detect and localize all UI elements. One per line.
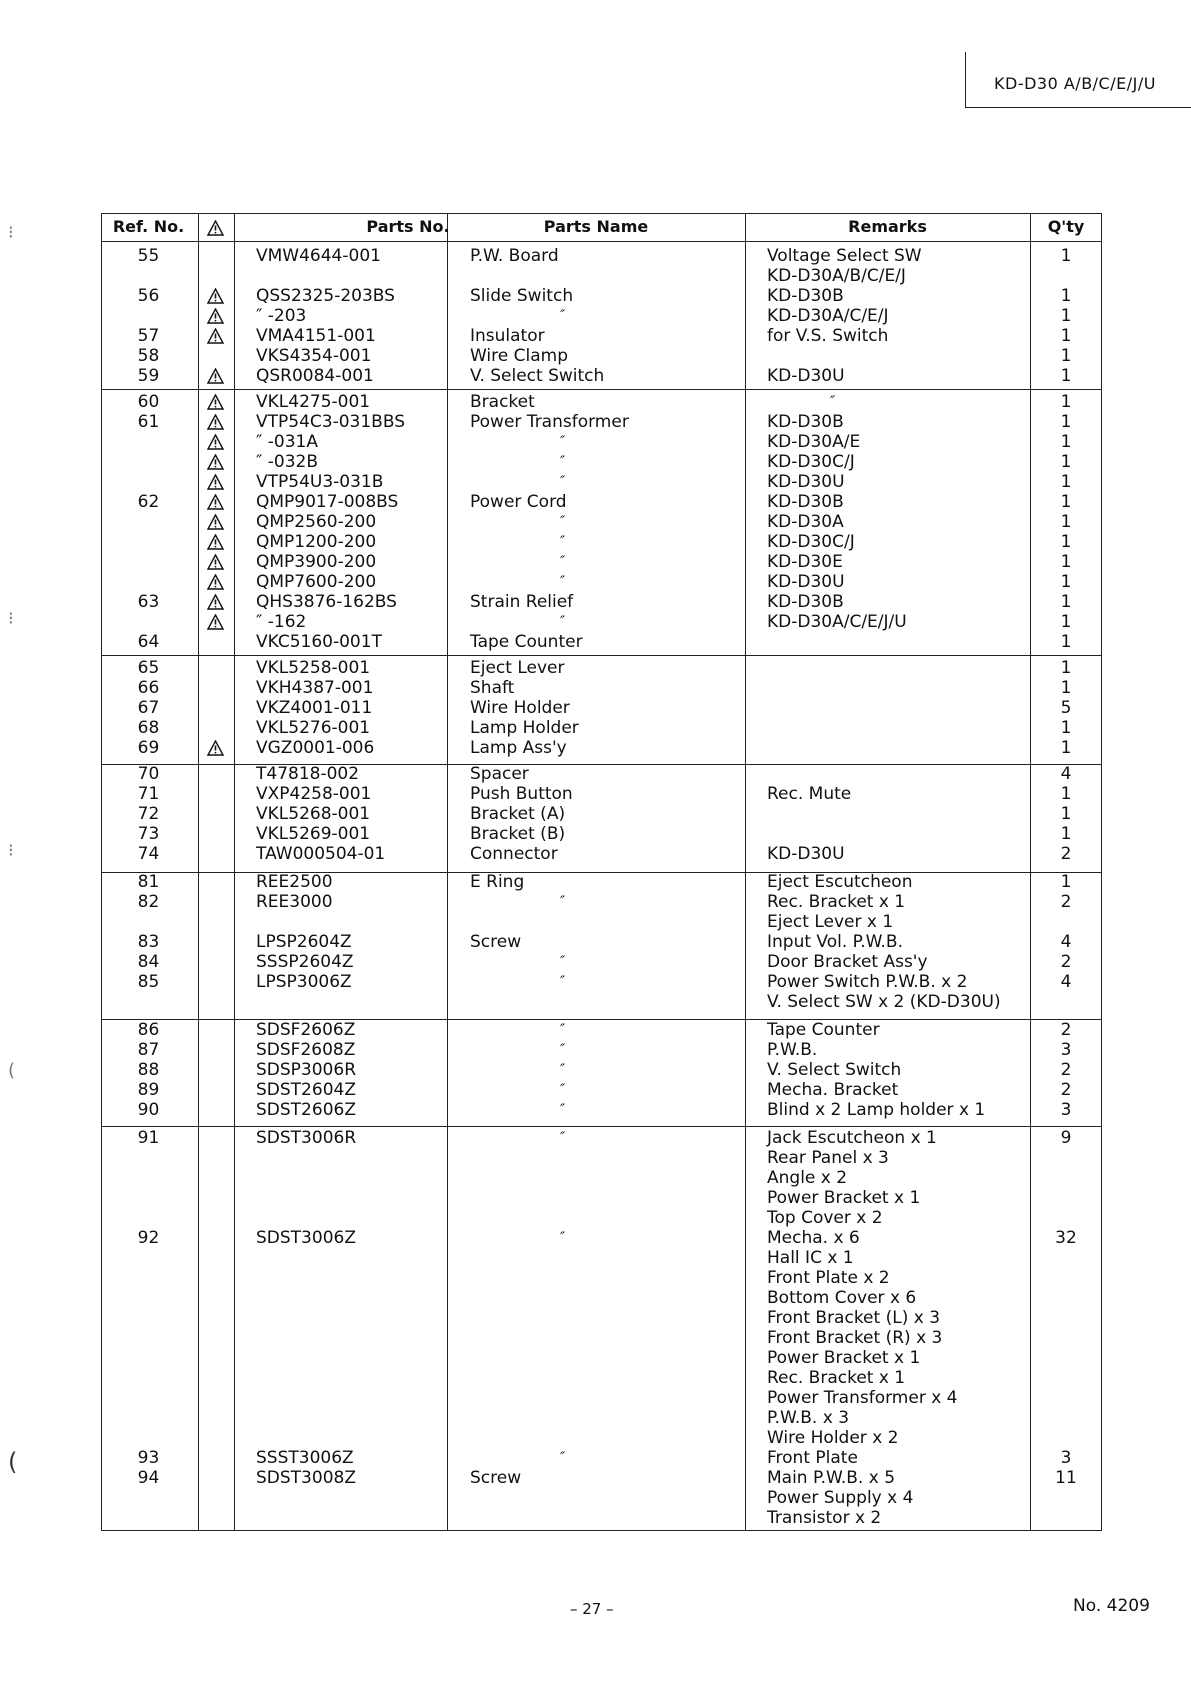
ref-no-cell: 60 xyxy=(137,392,160,412)
ref-no-cell: 61 xyxy=(137,412,160,432)
part-number-cell: SDST2606Z xyxy=(256,1100,356,1120)
remarks-cell: Transistor x 2 xyxy=(767,1508,882,1528)
part-number-cell: REE2500 xyxy=(256,872,333,892)
part-number-cell: QMP9017-008BS xyxy=(256,492,399,512)
qty-cell: 2 xyxy=(1060,1020,1072,1040)
part-name-cell: Wire Clamp xyxy=(470,346,568,366)
header-remarks: Remarks xyxy=(848,217,927,236)
part-number-cell: SDST3006Z xyxy=(256,1228,356,1248)
part-number-cell: ″ -203 xyxy=(256,306,307,326)
remarks-cell: KD-D30A/B/C/E/J xyxy=(767,266,906,286)
qty-cell: 1 xyxy=(1060,412,1072,432)
part-name-cell: Connector xyxy=(470,844,558,864)
group-divider xyxy=(101,1019,1102,1020)
part-number-cell: VKS4354-001 xyxy=(256,346,372,366)
ref-no-cell: 91 xyxy=(137,1128,160,1148)
qty-cell: 1 xyxy=(1060,286,1072,306)
part-number-cell: SSST3006Z xyxy=(256,1448,354,1468)
part-name-cell: ″ xyxy=(560,1042,566,1058)
qty-cell: 1 xyxy=(1060,738,1072,758)
part-name-cell: V. Select Switch xyxy=(470,366,605,386)
group-divider xyxy=(101,655,1102,656)
ref-no-cell: 65 xyxy=(137,658,160,678)
part-number-cell: LPSP3006Z xyxy=(256,972,352,992)
part-name-cell: Tape Counter xyxy=(470,632,583,652)
safety-warning-icon xyxy=(198,394,232,415)
part-name-cell: Bracket (B) xyxy=(470,824,566,844)
part-name-cell: Bracket (A) xyxy=(470,804,566,824)
part-name-cell: Lamp Ass'y xyxy=(470,738,567,758)
remarks-cell: Rec. Mute xyxy=(767,784,852,804)
part-number-cell: ″ -032B xyxy=(256,452,318,472)
part-name-cell: ″ xyxy=(560,974,566,990)
qty-cell: 2 xyxy=(1060,1060,1072,1080)
margin-mark: ⁝ xyxy=(8,608,14,629)
remarks-cell: Hall IC x 1 xyxy=(767,1248,854,1268)
safety-warning-icon xyxy=(198,494,232,515)
document-number: No. 4209 xyxy=(1073,1596,1150,1616)
part-number-cell: VTP54U3-031B xyxy=(256,472,384,492)
ref-no-cell: 81 xyxy=(137,872,160,892)
ref-no-cell: 93 xyxy=(137,1448,160,1468)
margin-mark: ⁝ xyxy=(8,840,14,861)
remarks-cell: Door Bracket Ass'y xyxy=(767,952,928,972)
part-number-cell: T47818-002 xyxy=(256,764,360,784)
part-number-cell: VGZ0001-006 xyxy=(256,738,375,758)
ref-no-cell: 74 xyxy=(137,844,160,864)
header-parts-name: Parts Name xyxy=(543,217,649,236)
qty-cell: 1 xyxy=(1060,366,1072,386)
qty-cell: 1 xyxy=(1060,472,1072,492)
part-name-cell: Push Button xyxy=(470,784,573,804)
remarks-cell: KD-D30A/E xyxy=(767,432,861,452)
margin-mark: ( xyxy=(8,1448,18,1476)
part-number-cell: QHS3876-162BS xyxy=(256,592,397,612)
part-number-cell: VKL5269-001 xyxy=(256,824,371,844)
safety-warning-icon xyxy=(198,474,232,495)
safety-warning-icon xyxy=(198,614,232,635)
ref-no-cell: 63 xyxy=(137,592,160,612)
group-divider xyxy=(101,872,1102,873)
remarks-cell: P.W.B. x 3 xyxy=(767,1408,850,1428)
part-number-cell: SSSP2604Z xyxy=(256,952,354,972)
ref-no-cell: 72 xyxy=(137,804,160,824)
part-name-cell: P.W. Board xyxy=(470,246,559,266)
ref-no-cell: 70 xyxy=(137,764,160,784)
safety-warning-icon xyxy=(198,368,232,389)
part-number-cell: VKH4387-001 xyxy=(256,678,374,698)
ref-no-cell: 58 xyxy=(137,346,160,366)
page-number: – 27 – xyxy=(570,1600,614,1618)
qty-cell: 4 xyxy=(1060,932,1072,952)
part-name-cell: Lamp Holder xyxy=(470,718,579,738)
remarks-cell: V. Select SW x 2 (KD-D30U) xyxy=(767,992,1001,1012)
part-number-cell: SDSF2606Z xyxy=(256,1020,356,1040)
qty-cell: 1 xyxy=(1060,678,1072,698)
qty-cell: 4 xyxy=(1060,972,1072,992)
remarks-cell: KD-D30E xyxy=(767,552,843,572)
safety-warning-icon xyxy=(198,514,232,535)
remarks-cell: P.W.B. xyxy=(767,1040,818,1060)
ref-no-cell: 64 xyxy=(137,632,160,652)
part-number-cell: QSR0084-001 xyxy=(256,366,374,386)
group-divider xyxy=(101,389,1102,390)
qty-cell: 1 xyxy=(1060,346,1072,366)
remarks-cell: KD-D30B xyxy=(767,592,844,612)
remarks-cell: Wire Holder x 2 xyxy=(767,1428,899,1448)
remarks-cell: Power Bracket x 1 xyxy=(767,1348,921,1368)
remarks-cell: Mecha. x 6 xyxy=(767,1228,860,1248)
remarks-cell: Eject Escutcheon xyxy=(767,872,913,892)
model-title: KD-D30 A/B/C/E/J/U xyxy=(994,74,1156,93)
remarks-cell: Jack Escutcheon x 1 xyxy=(767,1128,937,1148)
part-name-cell: ″ xyxy=(560,474,566,490)
header-divider xyxy=(101,241,1102,242)
remarks-cell: V. Select Switch xyxy=(767,1060,902,1080)
ref-no-cell: 88 xyxy=(137,1060,160,1080)
remarks-cell: Eject Lever x 1 xyxy=(767,912,894,932)
part-number-cell: QMP3900-200 xyxy=(256,552,377,572)
ref-no-cell: 90 xyxy=(137,1100,160,1120)
safety-warning-icon xyxy=(198,594,232,615)
remarks-cell: Power Transformer x 4 xyxy=(767,1388,958,1408)
part-number-cell: QMP2560-200 xyxy=(256,512,377,532)
part-name-cell: ″ xyxy=(560,308,566,324)
part-name-cell: Slide Switch xyxy=(470,286,574,306)
part-name-cell: E Ring xyxy=(470,872,525,892)
part-number-cell: SDST2604Z xyxy=(256,1080,356,1100)
remarks-cell: KD-D30U xyxy=(767,572,845,592)
part-name-cell: Screw xyxy=(470,932,522,952)
part-name-cell: ″ xyxy=(560,614,566,630)
remarks-cell: Rec. Bracket x 1 xyxy=(767,1368,906,1388)
part-name-cell: ″ xyxy=(560,1062,566,1078)
remarks-cell: Angle x 2 xyxy=(767,1168,848,1188)
remarks-cell: Power Switch P.W.B. x 2 xyxy=(767,972,968,992)
qty-cell: 2 xyxy=(1060,844,1072,864)
ref-no-cell: 71 xyxy=(137,784,160,804)
safety-warning-icon xyxy=(198,308,232,329)
part-name-cell: ″ xyxy=(560,954,566,970)
qty-cell: 1 xyxy=(1060,592,1072,612)
part-name-cell: ″ xyxy=(560,1130,566,1146)
remarks-cell: Power Supply x 4 xyxy=(767,1488,914,1508)
remarks-cell: KD-D30B xyxy=(767,412,844,432)
qty-cell: 1 xyxy=(1060,632,1072,652)
part-number-cell: SDSF2608Z xyxy=(256,1040,356,1060)
remarks-cell: KD-D30B xyxy=(767,492,844,512)
table-border-bottom xyxy=(101,1530,1102,1531)
safety-warning-icon xyxy=(198,740,232,761)
ref-no-cell: 57 xyxy=(137,326,160,346)
part-number-cell: LPSP2604Z xyxy=(256,932,352,952)
remarks-cell: KD-D30U xyxy=(767,472,845,492)
remarks-cell: KD-D30A xyxy=(767,512,844,532)
group-divider xyxy=(101,764,1102,765)
safety-warning-icon xyxy=(198,454,232,475)
ref-no-cell: 66 xyxy=(137,678,160,698)
ref-no-cell: 83 xyxy=(137,932,160,952)
ref-no-cell: 69 xyxy=(137,738,160,758)
qty-cell: 1 xyxy=(1060,824,1072,844)
remarks-cell: Front Bracket (R) x 3 xyxy=(767,1328,943,1348)
part-name-cell: Bracket xyxy=(470,392,535,412)
part-name-cell: ″ xyxy=(560,1082,566,1098)
qty-cell: 1 xyxy=(1060,452,1072,472)
safety-warning-icon xyxy=(198,328,232,349)
header-ref-no: Ref. No. xyxy=(112,217,185,236)
safety-warning-icon xyxy=(198,288,232,309)
ref-no-cell: 85 xyxy=(137,972,160,992)
part-number-cell: QSS2325-203BS xyxy=(256,286,395,306)
ref-no-cell: 73 xyxy=(137,824,160,844)
part-name-cell: ″ xyxy=(560,1450,566,1466)
remarks-cell: KD-D30A/C/E/J xyxy=(767,306,889,326)
qty-cell: 3 xyxy=(1060,1100,1072,1120)
qty-cell: 1 xyxy=(1060,804,1072,824)
part-number-cell: VKC5160-001T xyxy=(256,632,382,652)
part-name-cell: Shaft xyxy=(470,678,515,698)
part-name-cell: Power Cord xyxy=(470,492,567,512)
part-number-cell: VKL5268-001 xyxy=(256,804,371,824)
qty-cell: 1 xyxy=(1060,872,1072,892)
remarks-cell: Tape Counter xyxy=(767,1020,880,1040)
qty-cell: 1 xyxy=(1060,718,1072,738)
remarks-cell: Rear Panel x 3 xyxy=(767,1148,889,1168)
part-number-cell: SDST3006R xyxy=(256,1128,357,1148)
safety-warning-icon xyxy=(198,574,232,595)
part-number-cell: VTP54C3-031BBS xyxy=(256,412,405,432)
qty-cell: 1 xyxy=(1060,532,1072,552)
ref-no-cell: 86 xyxy=(137,1020,160,1040)
remarks-cell: Mecha. Bracket xyxy=(767,1080,899,1100)
part-number-cell: SDST3008Z xyxy=(256,1468,356,1488)
part-number-cell: SDSP3006R xyxy=(256,1060,356,1080)
remarks-cell: Rec. Bracket x 1 xyxy=(767,892,906,912)
part-number-cell: QMP1200-200 xyxy=(256,532,377,552)
part-name-cell: ″ xyxy=(560,1102,566,1118)
part-name-cell: Spacer xyxy=(470,764,529,784)
qty-cell: 3 xyxy=(1060,1448,1072,1468)
ref-no-cell: 87 xyxy=(137,1040,160,1060)
group-divider xyxy=(101,1126,1102,1127)
ref-no-cell: 94 xyxy=(137,1468,160,1488)
ref-no-cell: 82 xyxy=(137,892,160,912)
qty-cell: 1 xyxy=(1060,784,1072,804)
parts-table-grid xyxy=(101,213,1102,1531)
part-name-cell: ″ xyxy=(560,894,566,910)
qty-cell: 2 xyxy=(1060,1080,1072,1100)
qty-cell: 1 xyxy=(1060,306,1072,326)
qty-cell: 1 xyxy=(1060,612,1072,632)
ref-no-cell: 84 xyxy=(137,952,160,972)
qty-cell: 11 xyxy=(1055,1468,1077,1488)
qty-cell: 1 xyxy=(1060,432,1072,452)
part-number-cell: ″ -031A xyxy=(256,432,318,452)
remarks-cell: Power Bracket x 1 xyxy=(767,1188,921,1208)
part-name-cell: ″ xyxy=(560,1230,566,1246)
part-number-cell: VMW4644-001 xyxy=(256,246,381,266)
part-number-cell: VKL4275-001 xyxy=(256,392,371,412)
ref-no-cell: 67 xyxy=(137,698,160,718)
remarks-cell: Top Cover x 2 xyxy=(767,1208,883,1228)
header-warning-icon xyxy=(198,217,232,236)
ref-no-cell: 68 xyxy=(137,718,160,738)
part-name-cell: Screw xyxy=(470,1468,522,1488)
ref-no-cell: 62 xyxy=(137,492,160,512)
remarks-cell: Voltage Select SW xyxy=(767,246,922,266)
remarks-cell: Main P.W.B. x 5 xyxy=(767,1468,896,1488)
qty-cell: 1 xyxy=(1060,326,1072,346)
part-number-cell: TAW000504-01 xyxy=(256,844,386,864)
remarks-cell: KD-D30C/J xyxy=(767,452,855,472)
qty-cell: 1 xyxy=(1060,512,1072,532)
part-number-cell: REE3000 xyxy=(256,892,333,912)
part-number-cell: VKZ4001-011 xyxy=(256,698,373,718)
remarks-cell: KD-D30U xyxy=(767,366,845,386)
part-name-cell: ″ xyxy=(560,1022,566,1038)
part-number-cell: QMP7600-200 xyxy=(256,572,377,592)
part-name-cell: Strain Relief xyxy=(470,592,574,612)
safety-warning-icon xyxy=(198,534,232,555)
part-name-cell: Insulator xyxy=(470,326,545,346)
ref-no-cell: 92 xyxy=(137,1228,160,1248)
part-number-cell: VKL5258-001 xyxy=(256,658,371,678)
qty-cell: 5 xyxy=(1060,698,1072,718)
part-name-cell: Wire Holder xyxy=(470,698,570,718)
qty-cell: 3 xyxy=(1060,1040,1072,1060)
part-number-cell: VXP4258-001 xyxy=(256,784,372,804)
part-number-cell: VMA4151-001 xyxy=(256,326,376,346)
remarks-cell: KD-D30U xyxy=(767,844,845,864)
qty-cell: 1 xyxy=(1060,392,1072,412)
ref-no-cell: 55 xyxy=(137,246,160,266)
remarks-cell: KD-D30A/C/E/J/U xyxy=(767,612,907,632)
remarks-cell: KD-D30C/J xyxy=(767,532,855,552)
part-name-cell: Power Transformer xyxy=(470,412,629,432)
part-number-cell: VKL5276-001 xyxy=(256,718,371,738)
remarks-cell: ″ xyxy=(830,394,836,410)
remarks-cell: Front Plate xyxy=(767,1448,858,1468)
safety-warning-icon xyxy=(198,414,232,435)
ref-no-cell: 59 xyxy=(137,366,160,386)
safety-warning-icon xyxy=(198,434,232,455)
header-qty: Q'ty xyxy=(1047,217,1085,236)
remarks-cell: Input Vol. P.W.B. xyxy=(767,932,903,952)
remarks-cell: Blind x 2 Lamp holder x 1 xyxy=(767,1100,986,1120)
model-header-box xyxy=(965,52,1191,108)
header-parts-no: Parts No. xyxy=(366,217,450,236)
part-name-cell: Eject Lever xyxy=(470,658,565,678)
remarks-cell: Front Plate x 2 xyxy=(767,1268,890,1288)
part-name-cell: ″ xyxy=(560,554,566,570)
qty-cell: 9 xyxy=(1060,1128,1072,1148)
margin-mark: ( xyxy=(8,1060,16,1081)
part-name-cell: ″ xyxy=(560,574,566,590)
qty-cell: 1 xyxy=(1060,246,1072,266)
qty-cell: 4 xyxy=(1060,764,1072,784)
qty-cell: 1 xyxy=(1060,492,1072,512)
remarks-cell: Front Bracket (L) x 3 xyxy=(767,1308,941,1328)
remarks-cell: Bottom Cover x 6 xyxy=(767,1288,917,1308)
part-name-cell: ″ xyxy=(560,454,566,470)
qty-cell: 2 xyxy=(1060,892,1072,912)
qty-cell: 1 xyxy=(1060,572,1072,592)
remarks-cell: for V.S. Switch xyxy=(767,326,889,346)
ref-no-cell: 89 xyxy=(137,1080,160,1100)
part-name-cell: ″ xyxy=(560,514,566,530)
qty-cell: 1 xyxy=(1060,552,1072,572)
qty-cell: 32 xyxy=(1055,1228,1077,1248)
part-name-cell: ″ xyxy=(560,434,566,450)
margin-mark: ⁝ xyxy=(8,222,14,243)
qty-cell: 2 xyxy=(1060,952,1072,972)
remarks-cell: KD-D30B xyxy=(767,286,844,306)
table-border-top xyxy=(101,213,1102,214)
part-number-cell: ″ -162 xyxy=(256,612,307,632)
ref-no-cell: 56 xyxy=(137,286,160,306)
part-name-cell: ″ xyxy=(560,534,566,550)
qty-cell: 1 xyxy=(1060,658,1072,678)
safety-warning-icon xyxy=(198,554,232,575)
